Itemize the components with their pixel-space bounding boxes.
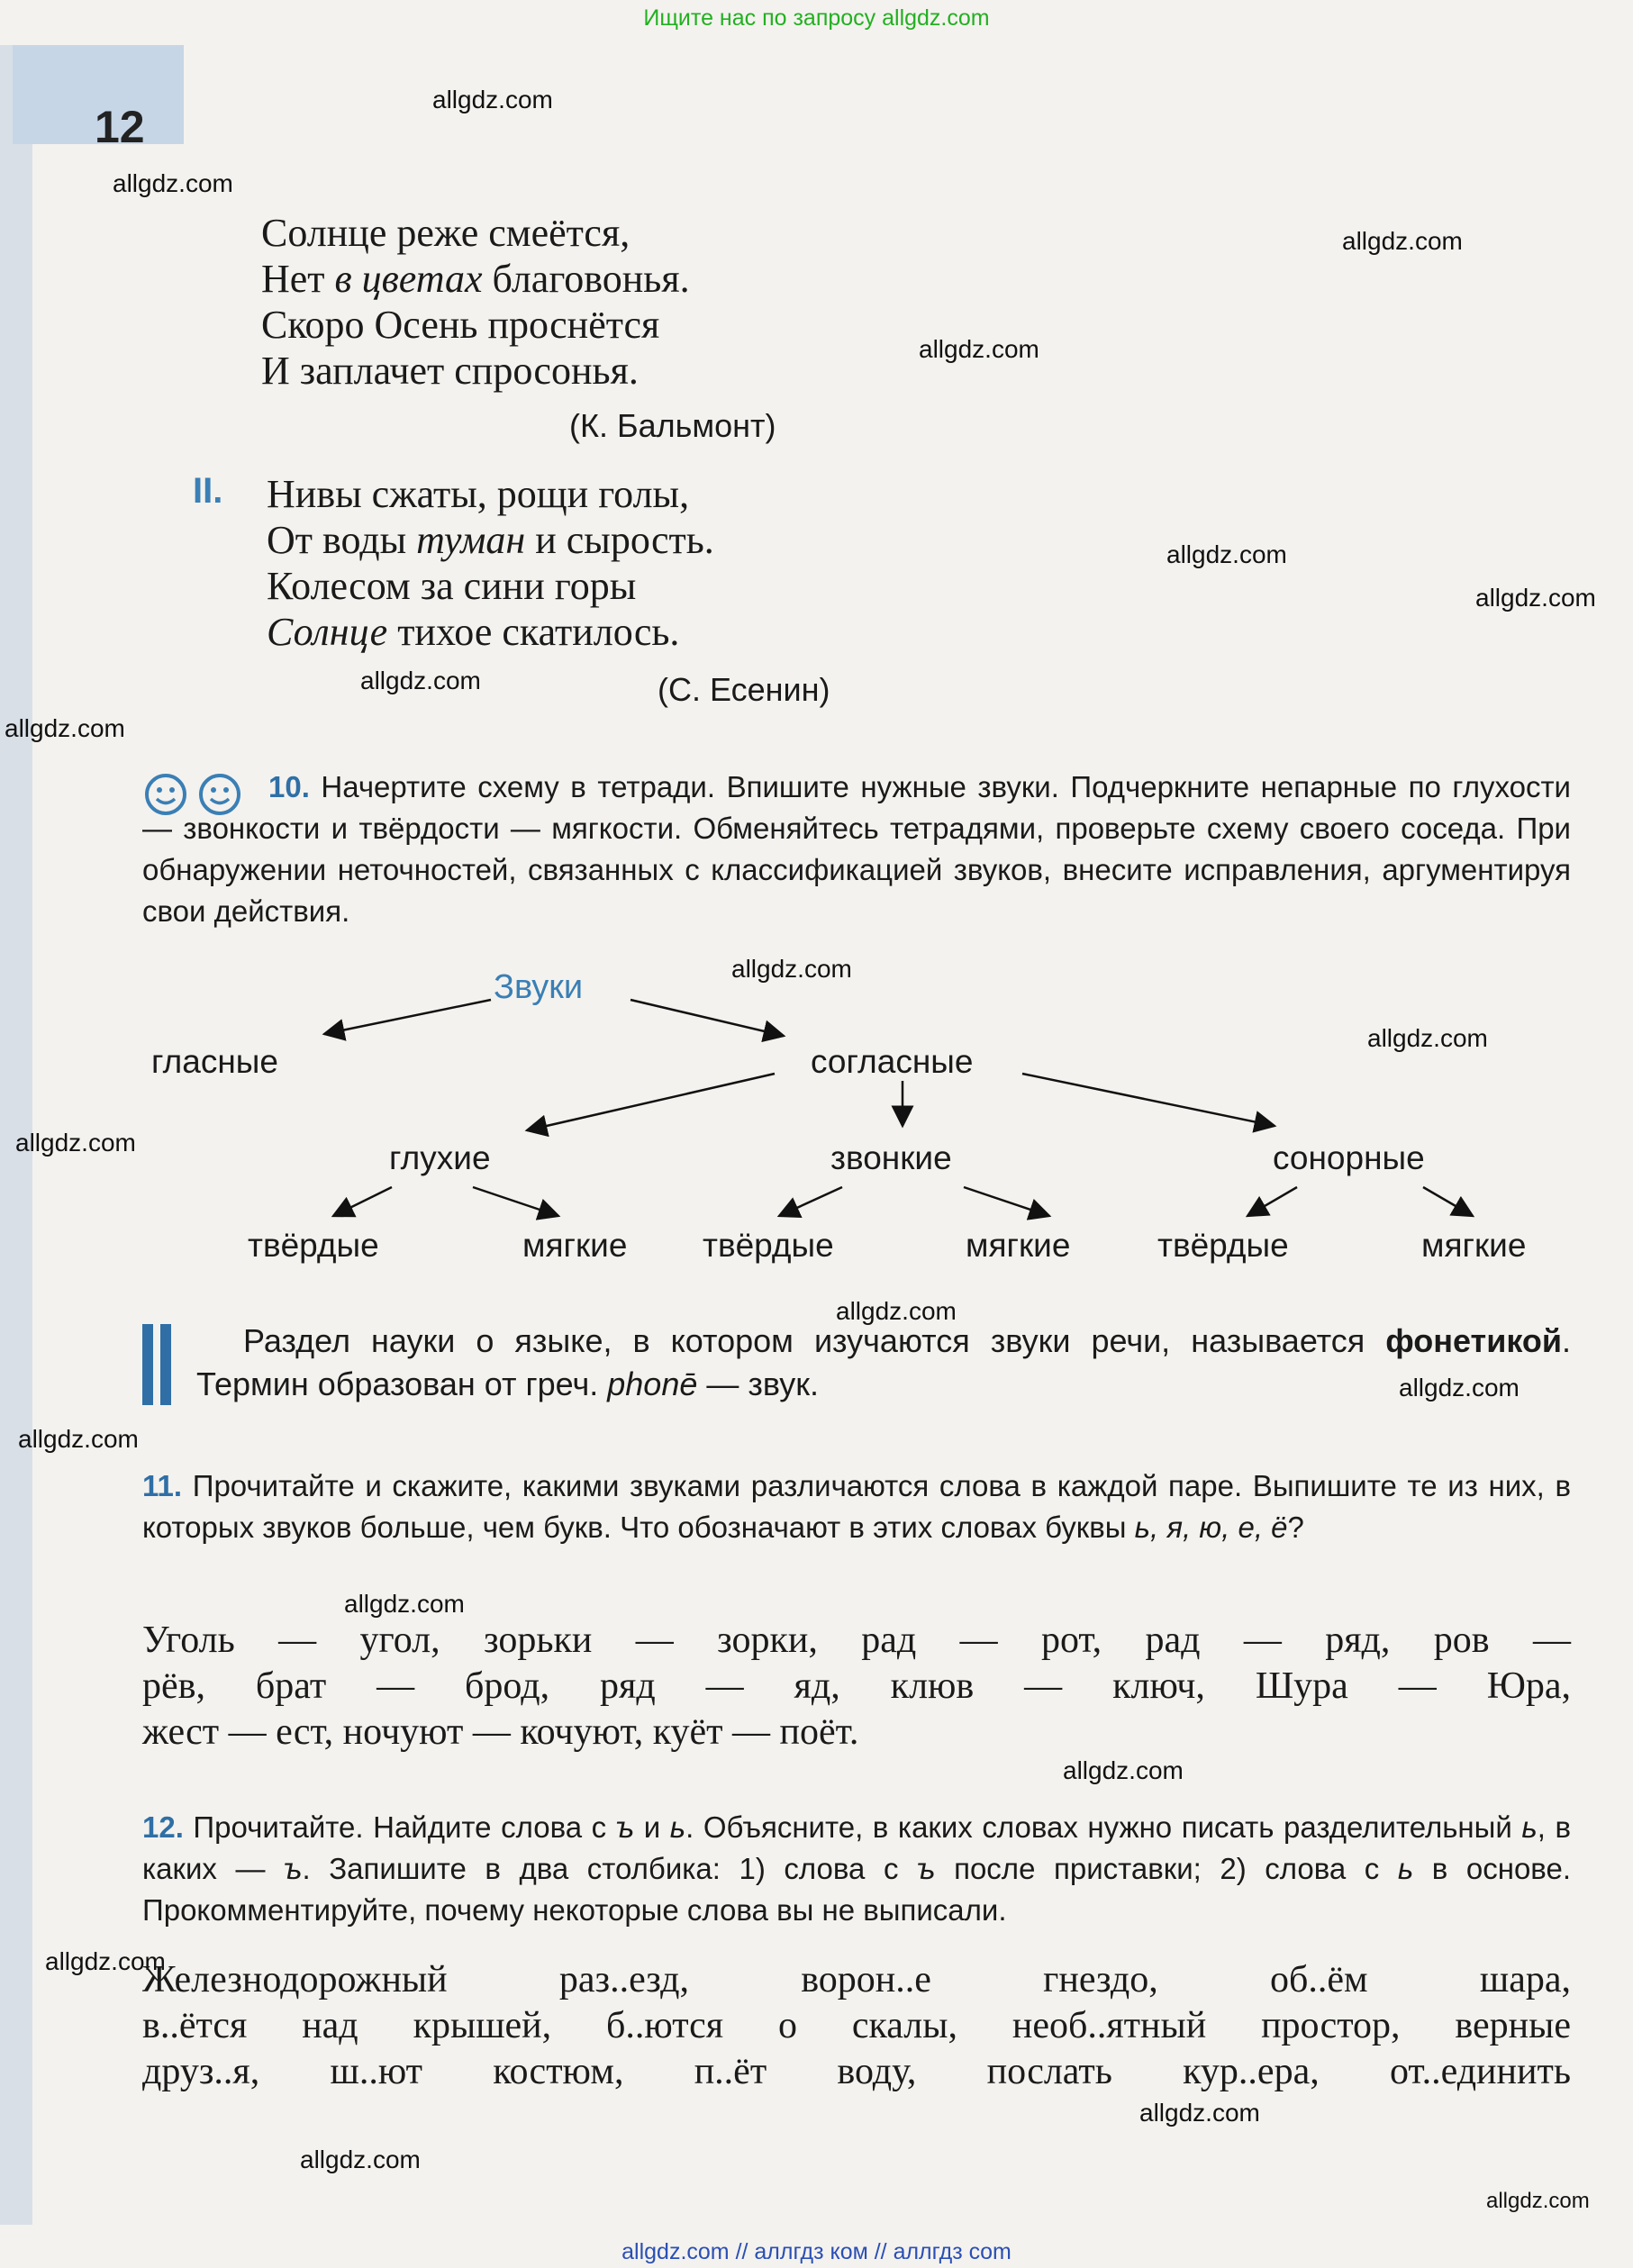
poem-line: Колесом за сини горы bbox=[267, 564, 637, 608]
exercise-line: Железнодорожный раз..езд, ворон..е гнездо, об..ём шара, bbox=[142, 1959, 1571, 2000]
poem-line: Нивы сжаты, рощи голы, bbox=[267, 472, 690, 516]
exercise-line: в..ётся над крышей, б..ются о скалы, необ..ятный простор, верные bbox=[142, 2005, 1571, 2046]
watermark: allgdz.com bbox=[344, 1590, 465, 1618]
roman-numeral-marker: II. bbox=[193, 471, 223, 511]
watermark: allgdz.com bbox=[432, 86, 553, 113]
watermark: allgdz.com bbox=[300, 2146, 421, 2173]
scheme-node-soft: мягкие bbox=[966, 1227, 1071, 1264]
poem-author: (С. Есенин) bbox=[658, 671, 830, 708]
scheme-arrows bbox=[324, 1000, 1473, 1216]
exercise-line: друз..я, ш..ют костюм, п..ёт воду, послать кур..ера, от..единить bbox=[142, 2051, 1571, 2092]
scheme-node-voiced: звонкие bbox=[830, 1139, 952, 1176]
scheme-node-vowels: гласные bbox=[151, 1043, 278, 1080]
scheme-node-hard: твёрдые bbox=[703, 1227, 834, 1264]
rule-marker-bar bbox=[160, 1324, 171, 1405]
exercise-line: рёв, брат — брод, ряд — яд, клюв — ключ, Шура — Юра, bbox=[142, 1665, 1571, 1707]
top-banner[interactable]: Ищите нас по запросу allgdz.com bbox=[643, 5, 990, 31]
poem-line: И заплачет спросонья. bbox=[261, 349, 639, 393]
watermark: allgdz.com bbox=[113, 169, 233, 197]
watermark: allgdz.com bbox=[1063, 1756, 1184, 1784]
watermark: allgdz.com bbox=[1399, 1374, 1520, 1402]
task-text: Начертите схему в тетради. Впишите нужные звуки. Подчеркните непарные по глухости — звонкости и твёрдости — мягкости. Обменяйтесь тетрадями, проверьте схему своего соседа. При обнаружении неточностей, связанных с классификацией звуков, внесите исправления, аргументируя свои действия. bbox=[142, 770, 1571, 928]
poem-author: (К. Бальмонт) bbox=[569, 407, 776, 444]
poem-line: Солнце тихое скатилось. bbox=[267, 610, 680, 654]
watermark: allgdz.com bbox=[1486, 2189, 1590, 2213]
scheme-node-soft: мягкие bbox=[522, 1227, 628, 1264]
watermark: allgdz.com bbox=[15, 1129, 136, 1157]
watermark: allgdz.com bbox=[360, 667, 481, 694]
task-number: 12. bbox=[142, 1810, 184, 1844]
watermark: allgdz.com bbox=[919, 335, 1039, 363]
scheme-node-voiceless: глухие bbox=[389, 1139, 491, 1176]
watermark: allgdz.com bbox=[1342, 227, 1463, 255]
watermark: allgdz.com bbox=[1166, 540, 1287, 568]
scheme-node-sonorant: сонорные bbox=[1273, 1139, 1425, 1176]
scheme-node-hard: твёрдые bbox=[1157, 1227, 1289, 1264]
task-12: 12. Прочитайте. Найдите слова с ъ и ь. Объясните, в каких словах нужно писать разделительный ь, в каких — ъ. Запишите в два столбика: 1) слова с ъ после приставки; 2) слова с ь в основе. Прокомментируйте, почему некоторые слова вы не выписали. bbox=[142, 1810, 1571, 1927]
exercise-line: жест — ест, ночуют — кочуют, куёт — поёт. bbox=[142, 1711, 859, 1753]
watermark: allgdz.com bbox=[1139, 2099, 1260, 2127]
poem-line: Солнце реже смеётся, bbox=[261, 211, 631, 255]
page-number: 12 bbox=[95, 102, 145, 152]
watermark: allgdz.com bbox=[45, 1947, 166, 1975]
task-11: 11. Прочитайте и скажите, какими звуками различаются слова в каждой паре. Выпишите те из них, в которых звуков больше, чем букв. Что обозначают в этих словах буквы ь, я, ю, е, ё? bbox=[142, 1469, 1571, 1544]
poem-line: Скоро Осень проснётся bbox=[261, 303, 660, 347]
poem-line: Нет в цветах благовонья. bbox=[261, 257, 690, 301]
watermark: allgdz.com bbox=[1475, 584, 1596, 612]
task-number: 10. bbox=[268, 770, 310, 803]
scheme-node-consonants: согласные bbox=[811, 1043, 974, 1080]
poem-line: От воды туман и сырость. bbox=[267, 518, 714, 562]
term-phonetics: фонетикой bbox=[1385, 1322, 1562, 1359]
watermark: allgdz.com bbox=[18, 1425, 139, 1453]
rule-marker-bar bbox=[142, 1324, 153, 1405]
watermark: allgdz.com bbox=[5, 714, 125, 742]
theory-rule: Раздел науки о языке, в котором изучаются звуки речи, называется фонетикой. Термин образован от греч. phonē — звук. bbox=[196, 1322, 1571, 1402]
exercise-line: Уголь — угол, зорьки — зорки, рад — рот, рад — ряд, ров — bbox=[142, 1619, 1571, 1661]
task-11-word-pairs bbox=[142, 1618, 1571, 1755]
scheme-node-sounds: Звуки bbox=[494, 968, 584, 1006]
watermark: allgdz.com bbox=[1367, 1024, 1488, 1052]
scheme-node-hard: твёрдые bbox=[248, 1227, 379, 1264]
task-number: 11. bbox=[142, 1469, 183, 1502]
watermark: allgdz.com bbox=[731, 955, 852, 983]
bottom-banner[interactable]: allgdz.com // аллгдз ком // аллгдз com bbox=[621, 2239, 1012, 2264]
watermark: allgdz.com bbox=[836, 1297, 957, 1325]
greek-word: phonē bbox=[607, 1365, 698, 1402]
scheme-node-soft: мягкие bbox=[1421, 1227, 1527, 1264]
task-12-exercise-text bbox=[142, 1957, 1571, 2095]
